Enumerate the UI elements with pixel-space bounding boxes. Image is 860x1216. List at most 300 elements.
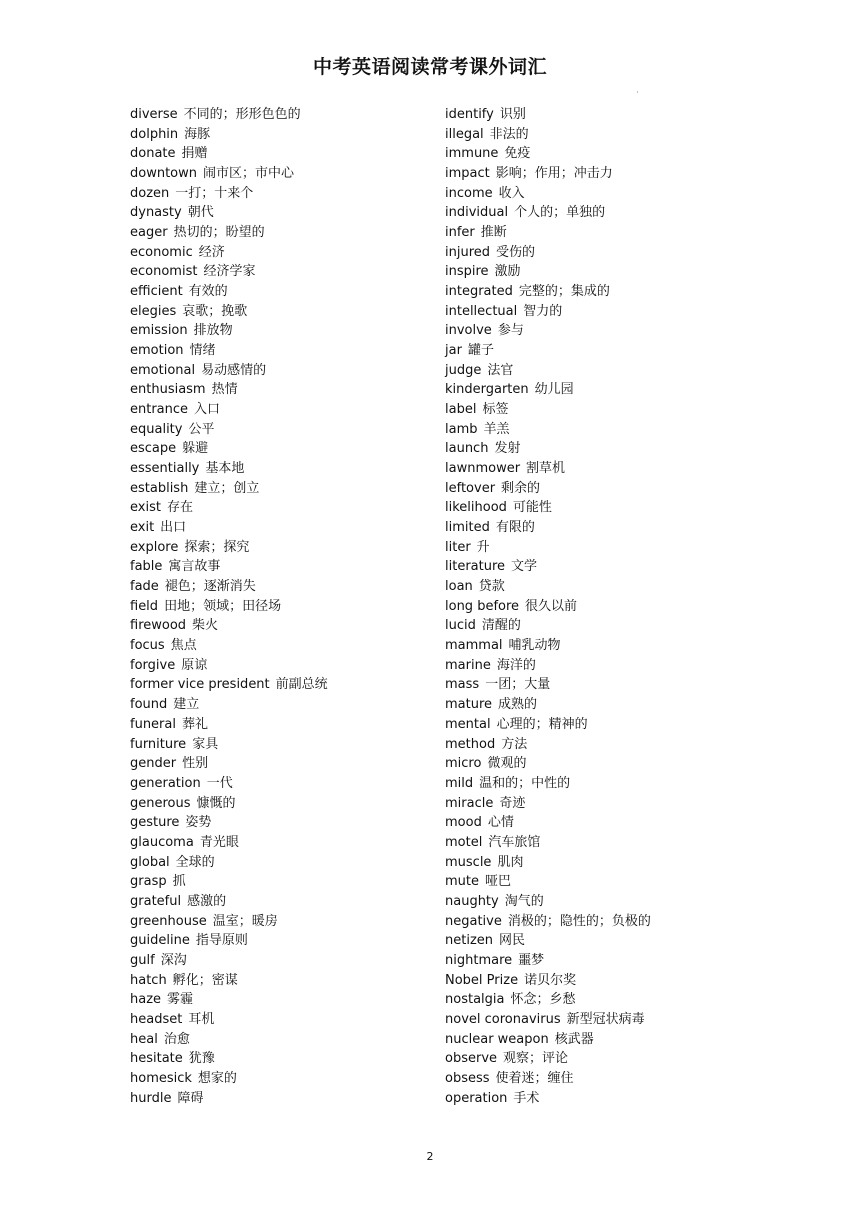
vocab-translation: 公平 (188, 421, 215, 437)
vocab-word: launch (445, 441, 489, 457)
vocab-entry (130, 420, 430, 440)
vocab-word: Nobel Prize (445, 972, 519, 988)
vocab-word: furniture (130, 736, 187, 752)
vocab-translation: 深沟 (160, 952, 187, 968)
vocab-entry (445, 892, 775, 912)
vocab-translation: 一打；十来个 (175, 185, 254, 201)
page-title: 中考英语阅读常考课外词汇 (312, 56, 547, 78)
vocab-translation: 一代 (206, 775, 233, 791)
vocab-translation: 性别 (182, 756, 209, 772)
vocab-entry (130, 754, 430, 774)
vocab-entry (445, 754, 775, 774)
vocab-word: novel coronavirus (445, 1011, 561, 1027)
vocab-translation: 抓 (172, 874, 186, 890)
vocab-translation: 经济 (198, 244, 225, 260)
vocab-word: fade (130, 579, 159, 595)
vocab-translation: 剩余的 (501, 480, 541, 496)
vocab-translation: 升 (476, 539, 490, 555)
vocab-translation: 海洋的 (496, 657, 536, 673)
vocab-word: intellectual (445, 303, 518, 319)
vocab-entry (445, 1010, 775, 1030)
vocab-word: headset (130, 1011, 183, 1027)
vocab-entry (445, 990, 775, 1010)
vocab-word: leftover (445, 480, 496, 496)
vocab-translation: 存在 (166, 500, 193, 516)
vocab-translation: 法官 (487, 362, 514, 378)
vocab-word: mature (445, 697, 493, 713)
vocab-word: mild (445, 775, 474, 791)
vocab-word: nightmare (445, 952, 513, 968)
vocab-word: nuclear weapon (445, 1031, 549, 1047)
vocab-translation: 焦点 (170, 638, 197, 654)
vocab-word: essentially (130, 461, 200, 477)
vocab-word: diverse (130, 107, 178, 122)
vocab-translation: 罐子 (467, 343, 494, 359)
vocab-translation: 识别 (499, 107, 526, 122)
vocab-word: hatch (130, 972, 167, 988)
vocab-translation: 方法 (501, 736, 528, 752)
vocab-translation: 捐赠 (181, 146, 208, 162)
vocab-entry (130, 656, 430, 676)
vocab-translation: 哑巴 (485, 874, 512, 890)
vocab-translation: 使着迷；缠住 (495, 1070, 574, 1086)
vocab-word: forgive (130, 657, 176, 673)
vocab-translation: 躲避 (182, 441, 209, 457)
vocab-translation: 耳机 (188, 1011, 215, 1027)
vocab-word: guideline (130, 933, 190, 949)
vocab-translation: 家具 (192, 736, 219, 752)
vocab-entry (445, 813, 775, 833)
vocab-word: field (130, 598, 159, 614)
vocab-translation: 建立 (173, 697, 200, 713)
vocab-entry (130, 813, 430, 833)
vocab-entry (445, 912, 775, 932)
vocab-word: label (445, 402, 477, 418)
vocab-word: involve (445, 323, 492, 339)
vocab-translation: 犹豫 (188, 1051, 215, 1067)
vocab-entry (445, 1069, 775, 1089)
vocab-translation: 姿势 (185, 815, 212, 831)
vocab-word: generation (130, 775, 201, 791)
vocab-translation: 闹市区；市中心 (203, 166, 295, 182)
vocab-word: dynasty (130, 205, 182, 221)
vocab-entry (445, 557, 775, 577)
vocab-entry (445, 439, 775, 459)
vocab-translation: 文学 (511, 559, 538, 575)
vocab-entry (130, 597, 430, 617)
vocab-entry (445, 144, 775, 164)
vocab-entry (445, 971, 775, 991)
vocab-word: judge (445, 362, 482, 378)
vocab-translation: 一团；大量 (485, 677, 551, 693)
vocab-entry (445, 951, 775, 971)
vocab-entry (445, 498, 775, 518)
vocab-entry (445, 164, 775, 184)
vocab-translation: 参与 (497, 323, 524, 339)
vocab-word: likelihood (445, 500, 507, 516)
vocab-entry (445, 538, 775, 558)
page-number: 2 (426, 1150, 434, 1163)
vocab-word: exit (130, 520, 155, 536)
vocab-word: donate (130, 146, 176, 162)
vocab-entry (445, 794, 775, 814)
vocab-entry (445, 479, 775, 499)
vocab-word: nostalgia (445, 992, 505, 1008)
vocab-entry (130, 735, 430, 755)
vocab-entry (130, 833, 430, 853)
vocab-translation: 割草机 (526, 461, 566, 477)
vocab-word: integrated (445, 284, 513, 300)
vocab-entry (445, 380, 775, 400)
vocab-translation: 海豚 (184, 126, 211, 142)
vocab-translation: 微观的 (487, 756, 527, 772)
vocab-entry (130, 361, 430, 381)
vocab-translation: 情绪 (189, 343, 216, 359)
vocab-entry (130, 990, 430, 1010)
vocab-word: hurdle (130, 1090, 172, 1106)
vocab-word: marine (445, 657, 491, 673)
vocab-word: grasp (130, 874, 167, 890)
vocab-word: impact (445, 166, 490, 182)
vocab-entry (130, 872, 430, 892)
vocab-word: emotional (130, 362, 196, 378)
vocab-word: income (445, 185, 493, 201)
vocab-translation: 影响；作用；冲击力 (495, 166, 613, 182)
vocab-translation: 哺乳动物 (508, 638, 561, 654)
vocab-entry (445, 695, 775, 715)
vocab-translation: 易动感情的 (201, 362, 267, 378)
vocab-word: equality (130, 421, 183, 437)
vocab-word: obsess (445, 1070, 490, 1086)
vocab-translation: 手术 (513, 1090, 540, 1106)
vocab-entry (130, 951, 430, 971)
vocab-entry (445, 1030, 775, 1050)
vocab-translation: 温室；暖房 (212, 913, 278, 929)
vocab-word: liter (445, 539, 471, 555)
vocab-translation: 免疫 (504, 146, 531, 162)
vocab-entry (130, 616, 430, 636)
vocab-translation: 心理的；精神的 (496, 716, 588, 732)
vocab-translation: 基本地 (205, 461, 245, 477)
vocab-translation: 肌肉 (497, 854, 524, 870)
vocab-translation: 可能性 (512, 500, 552, 516)
vocab-word: muscle (445, 854, 492, 870)
vocab-translation: 诺贝尔奖 (524, 972, 577, 988)
vocab-entry (130, 853, 430, 873)
vocab-translation: 想家的 (197, 1070, 237, 1086)
vocab-entry (445, 203, 775, 223)
vocab-word: firewood (130, 618, 187, 634)
vocab-word: emotion (130, 343, 184, 359)
vocab-translation: 羊羔 (483, 421, 510, 437)
vocab-entry (130, 774, 430, 794)
vocab-word: method (445, 736, 496, 752)
vocab-entry (445, 243, 775, 263)
vocab-word: greenhouse (130, 913, 207, 929)
vocab-word: dozen (130, 185, 170, 201)
vocab-entry (130, 498, 430, 518)
vocab-word: negative (445, 913, 502, 929)
vocab-word: global (130, 854, 170, 870)
vocab-translation: 标签 (482, 402, 509, 418)
vocab-entry (130, 695, 430, 715)
vocab-word: limited (445, 520, 490, 536)
vocab-word: illegal (445, 126, 484, 142)
vocab-translation: 热切的；盼望的 (173, 225, 265, 241)
vocab-word: focus (130, 638, 165, 654)
vocab-word: economic (130, 244, 193, 260)
vocab-translation: 哀歌；挽歌 (182, 303, 248, 319)
vocab-translation: 消极的；隐性的；负极的 (507, 913, 651, 929)
vocab-translation: 治愈 (163, 1031, 190, 1047)
vocab-entry (130, 1049, 430, 1069)
vocab-word: funeral (130, 716, 176, 732)
vocab-entry (445, 400, 775, 420)
vocab-word: elegies (130, 303, 177, 319)
vocab-word: enthusiasm (130, 382, 206, 398)
vocab-entry (130, 1030, 430, 1050)
vocab-translation: 很久以前 (525, 598, 578, 614)
vocab-entry (445, 577, 775, 597)
vocab-entry (445, 715, 775, 735)
vocab-entry (445, 616, 775, 636)
vocab-translation: 经济学家 (203, 264, 256, 280)
vocab-entry (130, 715, 430, 735)
vocab-word: micro (445, 756, 482, 772)
vocab-translation: 收入 (498, 185, 525, 201)
vocab-word: emission (130, 323, 188, 339)
vocab-translation: 贷款 (478, 579, 505, 595)
vocab-translation: 激励 (494, 264, 521, 280)
vocab-translation: 汽车旅馆 (488, 834, 541, 850)
vocab-entry (445, 735, 775, 755)
vocab-word: mammal (445, 638, 503, 654)
vocab-column-left (130, 105, 430, 1108)
vocab-entry (130, 912, 430, 932)
vocab-word: identify (445, 107, 494, 122)
vocab-entry (130, 184, 430, 204)
vocab-entry (445, 853, 775, 873)
vocab-entry (130, 380, 430, 400)
vocab-translation: 网民 (499, 933, 526, 949)
vocab-word: fable (130, 559, 163, 575)
vocab-translation: 雾霾 (167, 992, 194, 1008)
vocab-word: infer (445, 225, 475, 241)
vocab-entry (130, 459, 430, 479)
vocab-word: literature (445, 559, 506, 575)
vocab-entry (130, 105, 430, 125)
vocab-entry (445, 223, 775, 243)
vocab-word: gulf (130, 952, 155, 968)
vocab-word: inspire (445, 264, 489, 280)
vocab-word: generous (130, 795, 191, 811)
vocab-word: gesture (130, 815, 180, 831)
vocab-entry (445, 184, 775, 204)
vocab-word: individual (445, 205, 509, 221)
vocab-entry (130, 1069, 430, 1089)
vocab-translation: 褪色；逐渐消失 (164, 579, 256, 595)
vocab-word: mass (445, 677, 480, 693)
vocab-translation: 寓言故事 (168, 559, 221, 575)
vocab-translation: 出口 (160, 520, 187, 536)
vocab-entry (445, 341, 775, 361)
vocab-entry (130, 144, 430, 164)
vocab-translation: 不同的；形形色色的 (183, 107, 301, 122)
vocab-entry (445, 597, 775, 617)
vocab-entry (130, 971, 430, 991)
vocab-word: explore (130, 539, 179, 555)
vocab-translation: 心情 (487, 815, 514, 831)
vocab-entry (130, 341, 430, 361)
vocab-entry (445, 1049, 775, 1069)
vocab-entry (445, 282, 775, 302)
vocab-entry (130, 636, 430, 656)
vocab-entry (445, 675, 775, 695)
vocab-word: exist (130, 500, 161, 516)
vocab-translation: 前副总统 (275, 677, 328, 693)
vocab-word: long before (445, 598, 520, 614)
vocab-translation: 葬礼 (181, 716, 208, 732)
vocab-entry (445, 872, 775, 892)
vocab-translation: 幼儿园 (534, 382, 574, 398)
vocab-word: downtown (130, 166, 197, 182)
vocab-word: lawnmower (445, 461, 521, 477)
vocab-word: injured (445, 244, 491, 260)
vocab-word: lamb (445, 421, 478, 437)
vocab-word: miracle (445, 795, 494, 811)
vocab-translation: 非法的 (489, 126, 529, 142)
vocab-word: loan (445, 579, 473, 595)
vocab-word: eager (130, 225, 168, 241)
vocab-word: former vice president (130, 677, 270, 693)
vocab-word: motel (445, 834, 483, 850)
vocab-entry (445, 302, 775, 322)
vocab-entry (130, 557, 430, 577)
vocab-entry (130, 302, 430, 322)
vocab-translation: 柴火 (192, 618, 219, 634)
vocab-translation: 成熟的 (498, 697, 538, 713)
vocab-translation: 智力的 (523, 303, 563, 319)
vocab-entry (130, 203, 430, 223)
vocab-entry (130, 518, 430, 538)
vocab-translation: 入口 (194, 402, 221, 418)
vocab-word: kindergarten (445, 382, 529, 398)
vocab-word: efficient (130, 284, 183, 300)
vocab-translation: 朝代 (187, 205, 214, 221)
vocab-word: entrance (130, 402, 189, 418)
vocab-entry (445, 833, 775, 853)
vocab-entry (445, 361, 775, 381)
vocab-entry (130, 1010, 430, 1030)
vocab-translation: 原谅 (181, 657, 208, 673)
vocab-entry (445, 420, 775, 440)
vocab-entry (445, 459, 775, 479)
vocab-word: mental (445, 716, 491, 732)
vocab-translation: 推断 (480, 225, 507, 241)
vocab-word: grateful (130, 893, 182, 909)
vocab-word: naughty (445, 893, 499, 909)
vocab-word: immune (445, 146, 499, 162)
vocab-entry (130, 223, 430, 243)
vocab-translation: 感激的 (187, 893, 227, 909)
vocab-translation: 淘气的 (504, 893, 544, 909)
vocab-word: heal (130, 1031, 158, 1047)
vocab-translation: 田地；领域；田径场 (164, 598, 282, 614)
vocab-entry (445, 636, 775, 656)
vocab-translation: 怀念；乡愁 (510, 992, 576, 1008)
vocab-word: mood (445, 815, 482, 831)
decorative-dot: · (636, 88, 639, 98)
vocab-word: found (130, 697, 168, 713)
vocab-entry (445, 656, 775, 676)
vocab-word: jar (445, 343, 462, 359)
vocab-entry (445, 1089, 775, 1109)
vocab-translation: 发射 (494, 441, 521, 457)
vocab-translation: 指导原则 (195, 933, 248, 949)
vocab-translation: 有限的 (495, 520, 535, 536)
vocab-translation: 建立；创立 (194, 480, 260, 496)
vocab-entry (130, 892, 430, 912)
vocab-entry (130, 125, 430, 145)
vocab-entry (445, 125, 775, 145)
vocab-word: netizen (445, 933, 494, 949)
vocab-entry (445, 774, 775, 794)
vocab-entry (130, 400, 430, 420)
vocab-entry (130, 675, 430, 695)
vocab-word: lucid (445, 618, 476, 634)
vocab-entry (130, 439, 430, 459)
vocab-word: glaucoma (130, 834, 194, 850)
vocab-word: establish (130, 480, 189, 496)
vocab-translation: 受伤的 (496, 244, 536, 260)
vocab-translation: 噩梦 (518, 952, 545, 968)
vocab-entry (445, 931, 775, 951)
vocab-translation: 排放物 (193, 323, 233, 339)
vocab-entry (130, 282, 430, 302)
vocab-column-right (445, 105, 775, 1108)
vocab-translation: 奇迹 (499, 795, 526, 811)
vocab-word: mute (445, 874, 479, 890)
vocab-translation: 全球的 (175, 854, 215, 870)
vocab-word: operation (445, 1090, 508, 1106)
vocab-translation: 温和的；中性的 (479, 775, 571, 791)
vocab-translation: 观察；评论 (503, 1051, 569, 1067)
vocab-translation: 核武器 (554, 1031, 594, 1047)
vocab-translation: 有效的 (188, 284, 228, 300)
vocab-entry (130, 794, 430, 814)
vocab-translation: 完整的；集成的 (518, 284, 610, 300)
vocab-word: dolphin (130, 126, 179, 142)
vocab-entry (130, 479, 430, 499)
vocab-translation: 障碍 (177, 1090, 204, 1106)
vocab-translation: 孵化；密谋 (172, 972, 238, 988)
vocab-translation: 热情 (211, 382, 238, 398)
vocab-word: gender (130, 756, 177, 772)
vocab-word: observe (445, 1051, 498, 1067)
vocab-translation: 新型冠状病毒 (566, 1011, 645, 1027)
vocab-translation: 探索；探究 (184, 539, 250, 555)
vocab-entry (130, 262, 430, 282)
vocab-entry (130, 577, 430, 597)
vocab-entry (130, 164, 430, 184)
vocab-entry (445, 105, 775, 125)
vocab-word: haze (130, 992, 162, 1008)
vocab-entry (445, 518, 775, 538)
vocab-translation: 慷慨的 (196, 795, 236, 811)
vocab-entry (130, 538, 430, 558)
vocab-word: hesitate (130, 1051, 183, 1067)
vocab-word: economist (130, 264, 198, 280)
